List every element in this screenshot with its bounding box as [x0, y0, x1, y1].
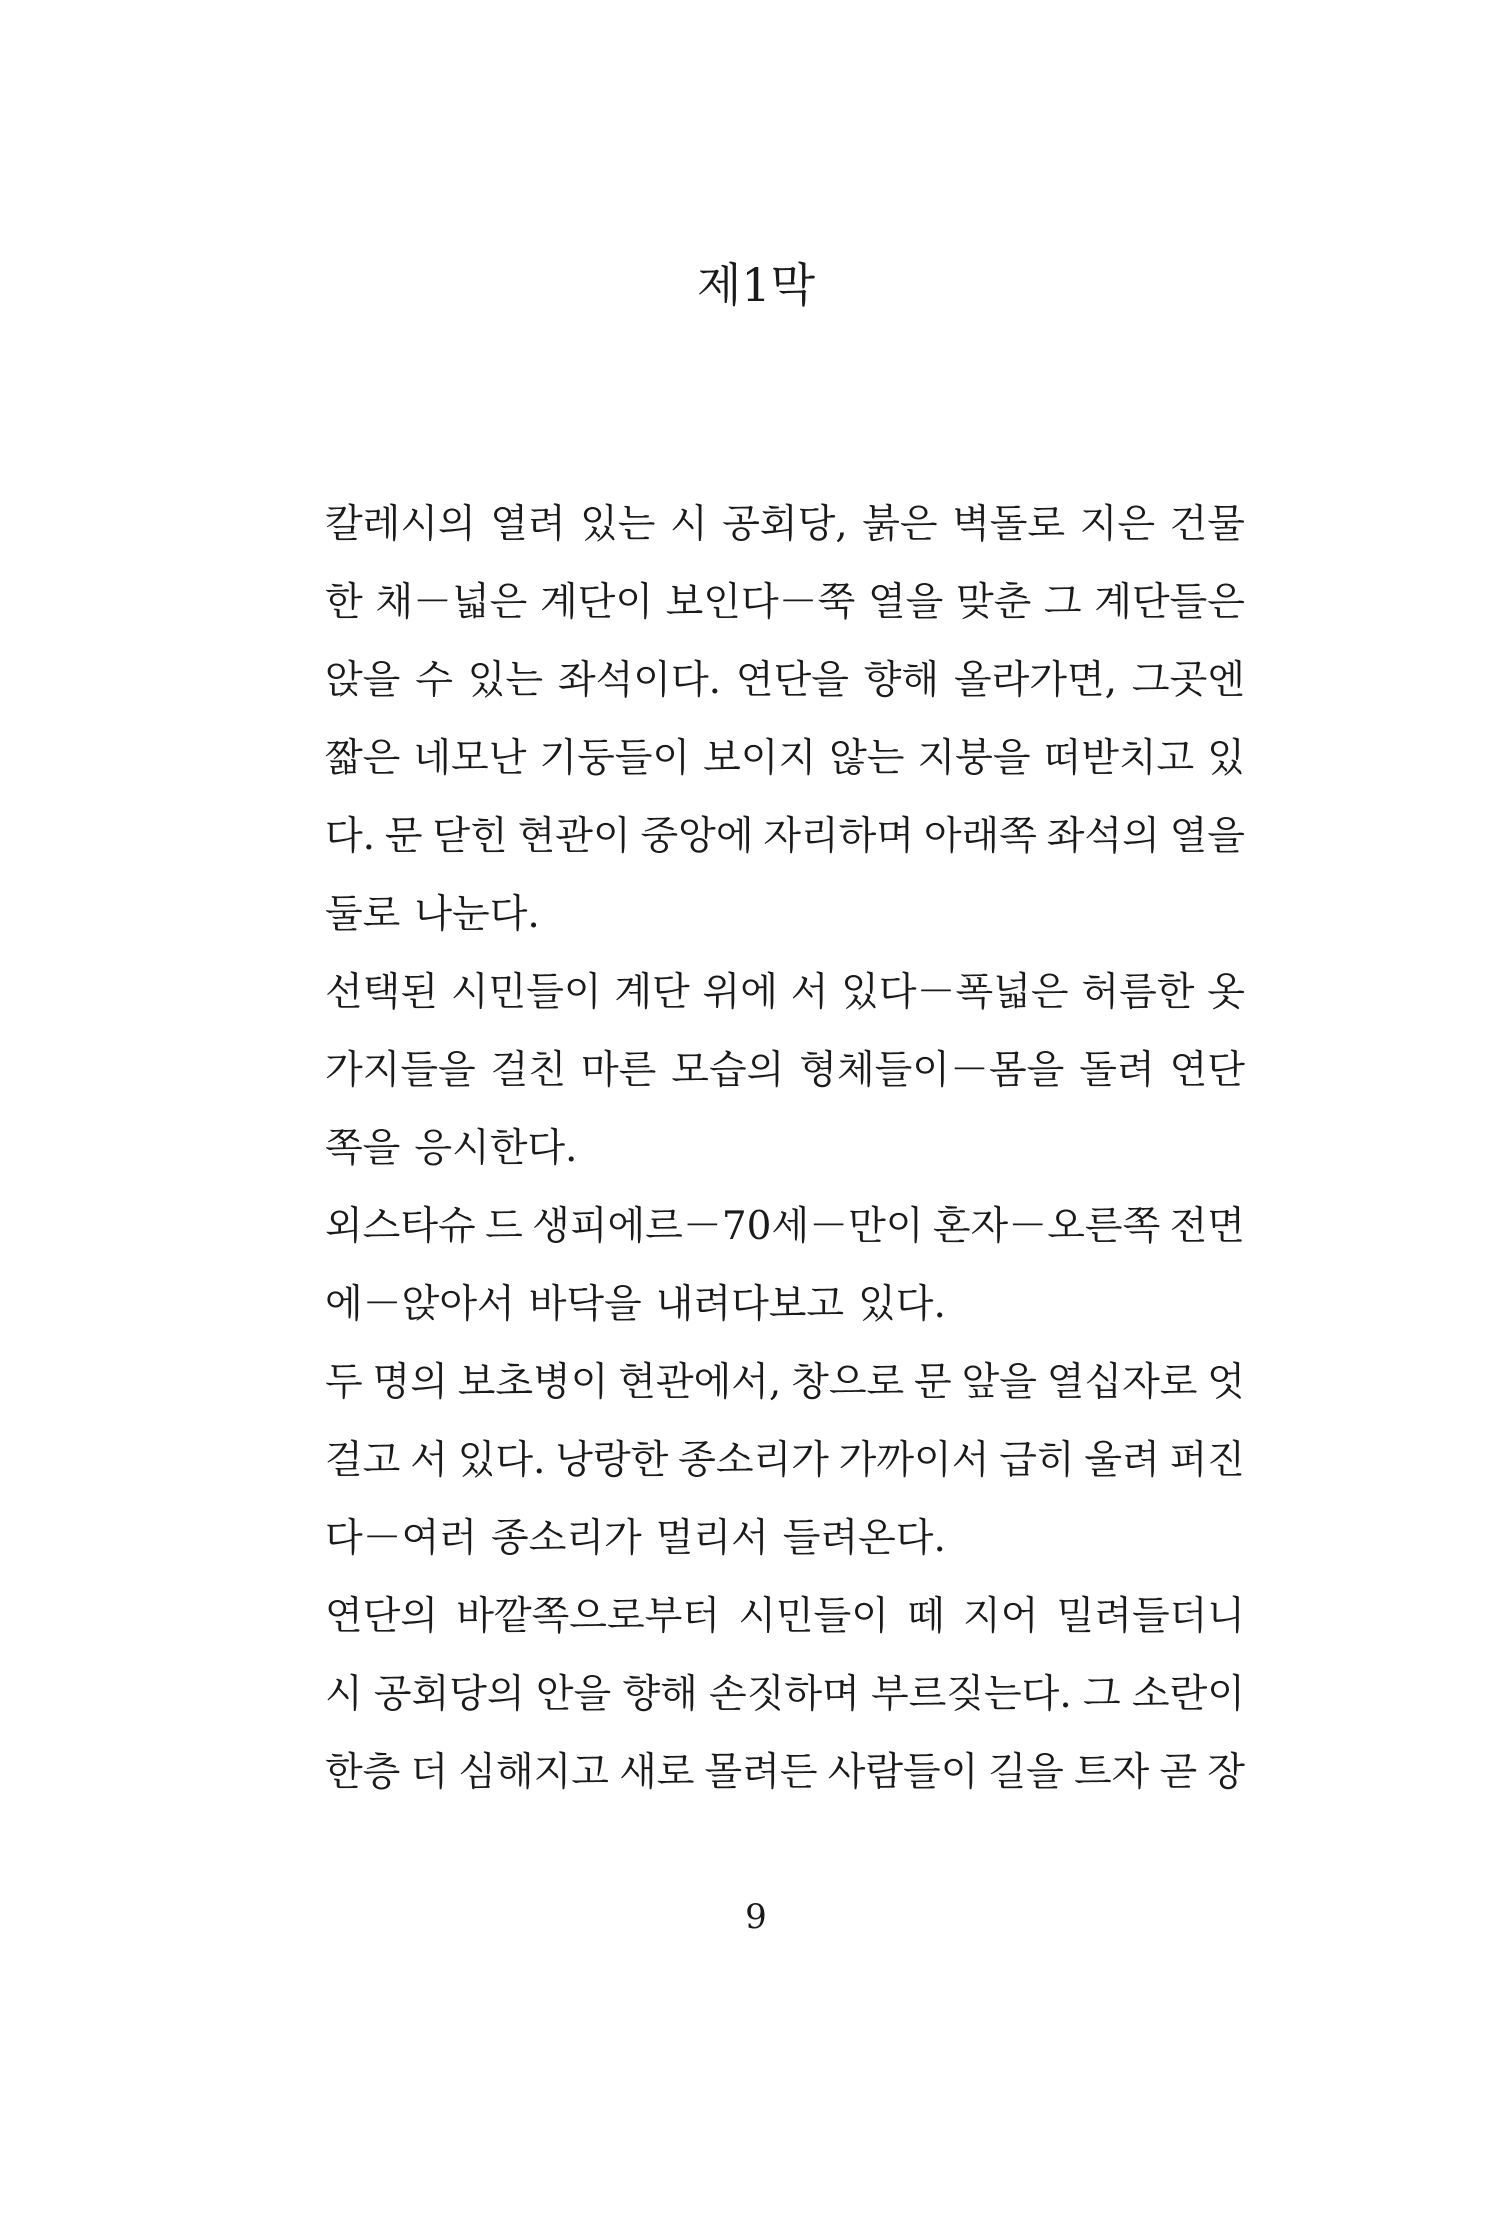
word: 현관이	[517, 814, 631, 859]
word: 중앙에	[640, 814, 754, 859]
word: 기둥들이	[539, 736, 691, 781]
word: 몰려든	[704, 1750, 818, 1795]
word: 급히	[999, 1438, 1075, 1483]
word: 드	[485, 1204, 523, 1249]
text-line	[325, 1344, 1245, 1422]
word: 시민들이	[450, 970, 602, 1015]
word: 쪽을	[325, 1126, 401, 1171]
word: 현관에서,	[618, 1360, 782, 1405]
word: 있다.	[858, 1282, 946, 1327]
word: 보이지	[703, 736, 817, 781]
word: 열을	[867, 580, 944, 625]
word: 서	[410, 1438, 448, 1483]
word: 공회당,	[722, 502, 848, 547]
word: 두	[325, 1360, 363, 1405]
word: 돌려	[1079, 1048, 1155, 1093]
word: 손짓하며	[709, 1672, 860, 1717]
word: 다－여러	[325, 1516, 478, 1561]
word: 트자	[1073, 1750, 1150, 1795]
word: 모습의	[671, 1048, 785, 1093]
word: 열십자로	[1046, 1360, 1198, 1405]
word: 보초병이	[457, 1360, 609, 1405]
word: 한	[325, 580, 363, 625]
word: 문	[384, 814, 423, 859]
body-text	[325, 486, 1245, 1812]
word: 가까이서	[838, 1438, 990, 1483]
word: 향해	[622, 1672, 698, 1717]
word: 있다－폭넓은	[841, 970, 1069, 1015]
word: 그	[1043, 580, 1082, 625]
word: 둘로	[325, 892, 401, 937]
word: 그	[1083, 1672, 1121, 1717]
word: 연단	[1169, 1048, 1245, 1093]
word: 공회당의	[373, 1672, 525, 1717]
word: 앉을	[325, 658, 401, 703]
word: 형체들이－몸을	[799, 1048, 1065, 1093]
word: 향해	[863, 658, 940, 703]
word: 사람들이	[827, 1750, 979, 1795]
word: 않는	[829, 736, 905, 781]
text-line	[325, 798, 1245, 876]
text-line	[325, 486, 1245, 564]
page-number: 9	[745, 1897, 767, 1937]
word: 자리하며	[763, 814, 915, 859]
word: 보인다－쭉	[665, 580, 856, 625]
word: 소란이	[1131, 1672, 1245, 1717]
word: 종소리가	[491, 1516, 642, 1561]
text-line	[325, 1500, 1245, 1578]
word: 있는	[467, 658, 544, 703]
word: 벽돌로	[952, 502, 1066, 547]
word: 더	[410, 1750, 449, 1795]
word: 칼레시의	[325, 502, 476, 547]
word: 혼자－오른쪽	[932, 1204, 1161, 1249]
word: 좌석이다.	[557, 658, 722, 703]
text-line	[325, 876, 1245, 954]
text-line	[325, 1578, 1245, 1656]
word: 나눈다.	[414, 892, 540, 937]
word: 심해지고	[458, 1750, 609, 1795]
word: 길을	[988, 1750, 1064, 1795]
word: 시	[325, 1672, 363, 1717]
word: 장	[1207, 1750, 1245, 1795]
word: 지붕을	[917, 736, 1031, 781]
word: 옷	[1207, 970, 1245, 1015]
word: 울려	[1084, 1438, 1160, 1483]
text-line	[325, 1110, 1245, 1188]
word: 바깥쪽으로부터	[456, 1594, 720, 1639]
word: 창으로	[791, 1360, 905, 1405]
text-line	[325, 1188, 1245, 1266]
word: 채－넓은	[375, 580, 528, 625]
word: 시	[670, 502, 708, 547]
word: 맞춘	[955, 580, 1032, 625]
text-line	[325, 1734, 1245, 1812]
word: 건물	[1169, 502, 1245, 547]
word: 명의	[372, 1360, 448, 1405]
word: 짧은	[325, 736, 401, 781]
word: 열을	[1169, 814, 1245, 859]
word: 연단을	[735, 658, 849, 703]
word: 수	[415, 658, 453, 703]
word: 떼	[907, 1594, 945, 1639]
word: 계단	[614, 970, 690, 1015]
word: 부르짖는다.	[870, 1672, 1072, 1717]
word: 퍼진	[1169, 1438, 1245, 1483]
word: 들려온다.	[782, 1516, 946, 1561]
word: 멀리서	[655, 1516, 769, 1561]
text-line	[325, 1422, 1245, 1500]
word: 올라가면,	[953, 658, 1118, 703]
word: 곧	[1159, 1750, 1198, 1795]
text-line	[325, 642, 1245, 720]
word: 문	[914, 1360, 952, 1405]
word: 내려다보고	[655, 1282, 845, 1327]
word: 좌석의	[1046, 814, 1160, 859]
word: 열려	[490, 502, 566, 547]
word: 외스타슈	[325, 1204, 476, 1249]
word: 위에	[702, 970, 778, 1015]
word: 계단이	[539, 580, 653, 625]
word: 바닥을	[528, 1282, 642, 1327]
word: 낭랑한	[555, 1438, 669, 1483]
word: 있는	[580, 502, 656, 547]
word: 앞을	[961, 1360, 1037, 1405]
word: 그곳엔	[1131, 658, 1245, 703]
word: 아래쪽	[923, 814, 1037, 859]
word: 에－앉아서	[325, 1282, 515, 1327]
word: 새로	[619, 1750, 695, 1795]
text-line	[325, 954, 1245, 1032]
word: 붉은	[862, 502, 938, 547]
word: 시민들이	[738, 1594, 889, 1639]
word: 밀려들더니	[1056, 1594, 1245, 1639]
word: 네모난	[413, 736, 527, 781]
text-line	[325, 564, 1245, 642]
word: 종소리가	[678, 1438, 829, 1483]
word: 닫힌	[432, 814, 508, 859]
chapter-title: 제1막	[696, 258, 816, 312]
word: 한층	[325, 1750, 401, 1795]
text-line	[325, 720, 1245, 798]
word: 걸고	[325, 1438, 401, 1483]
word: 계단들은	[1094, 580, 1245, 625]
word: 안을	[535, 1672, 612, 1717]
word: 응시한다.	[414, 1126, 578, 1171]
word: 다.	[325, 814, 376, 859]
word: 서	[790, 970, 829, 1015]
text-line	[325, 1266, 1245, 1344]
word: 있	[1207, 736, 1245, 781]
word: 있다.	[457, 1438, 546, 1483]
word: 선택된	[325, 970, 439, 1015]
word: 걸친	[490, 1048, 567, 1093]
word: 생피에르－70세－만이	[532, 1204, 924, 1249]
word: 가지들을	[325, 1048, 476, 1093]
word: 엇	[1207, 1360, 1245, 1405]
word: 지어	[963, 1594, 1039, 1639]
word: 지은	[1079, 502, 1155, 547]
word: 연단의	[325, 1594, 439, 1639]
word: 전면	[1169, 1204, 1245, 1249]
word: 떠받치고	[1043, 736, 1195, 781]
word: 허름한	[1081, 970, 1195, 1015]
word: 마른	[580, 1048, 657, 1093]
text-line	[325, 1032, 1245, 1110]
text-line	[325, 1656, 1245, 1734]
